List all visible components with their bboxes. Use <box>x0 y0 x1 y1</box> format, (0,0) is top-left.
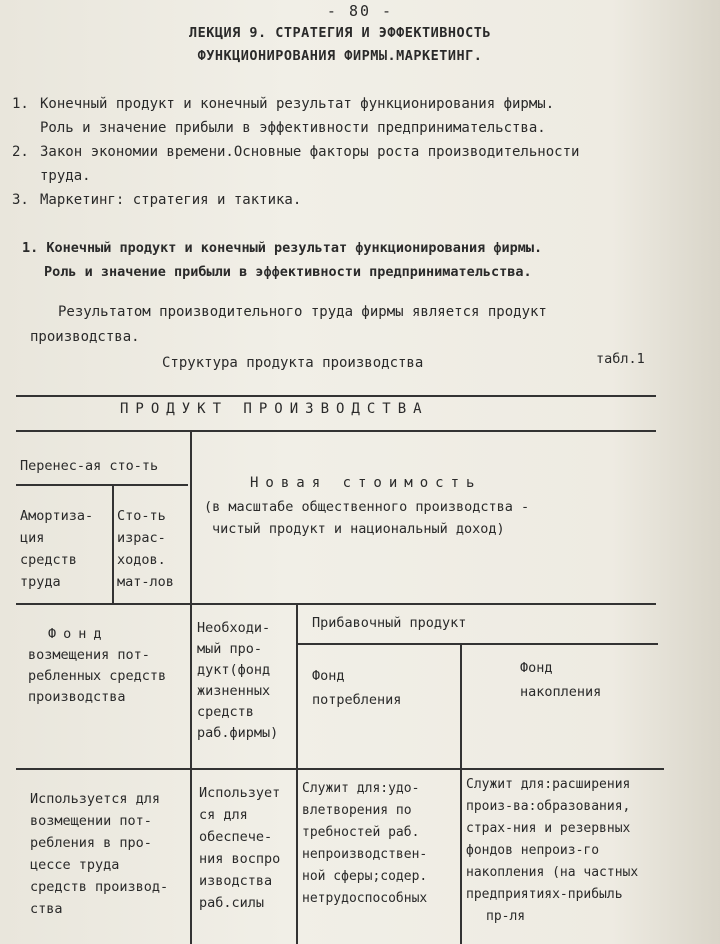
outline-item-number: 3. <box>12 192 29 208</box>
new-value-subtitle <box>204 496 644 540</box>
cell-line: труда <box>20 574 61 590</box>
usage-accumulation-cell <box>466 774 638 928</box>
cell-line: производства <box>28 689 126 705</box>
cell-line: средств <box>20 552 77 568</box>
cell-line: ребленных средств <box>28 668 167 684</box>
surplus-product-cell: Прибавочный продукт <box>312 615 467 631</box>
section-heading-line-1: 1. Конечный продукт и конечный результат функционирования фирмы. <box>22 240 543 256</box>
cell-line: чистый продукт и национальный доход) <box>212 521 505 537</box>
outline-item-number: 2. <box>12 144 29 160</box>
cell-line: нетрудоспособных <box>302 891 428 906</box>
cell-line: ся для <box>199 807 248 823</box>
table-rule <box>190 430 192 944</box>
page-number: - 80 - <box>326 2 394 20</box>
outline-item <box>12 92 672 140</box>
accumulation-fund-cell <box>520 656 601 704</box>
usage-consumption-cell <box>302 778 427 910</box>
table-rule <box>16 430 656 432</box>
cell-line: израс- <box>117 530 166 546</box>
cell-line: дукт(фонд <box>197 662 271 678</box>
lecture-outline <box>12 92 672 212</box>
table-rule <box>298 643 658 645</box>
intro-paragraph: Результатом производительного труда фирмы является продукт производства. <box>30 304 547 345</box>
cell-line: Амортиза- <box>20 508 94 524</box>
table-header: ПРОДУКТ ПРОИЗВОДСТВА <box>120 401 429 417</box>
cell-line: ходов. <box>117 552 166 568</box>
cell-line: возмещения пот- <box>28 647 150 663</box>
cell-line: страх-ния и резервных <box>466 821 631 836</box>
outline-item-number: 1. <box>12 96 29 112</box>
cell-line: ства <box>30 901 63 917</box>
usage-necessary-cell <box>199 782 280 914</box>
table-rule <box>112 484 114 603</box>
cell-line: ция <box>20 530 45 546</box>
outline-item <box>12 140 672 188</box>
transferred-cost-cell: Перенес-ая сто-ть <box>20 458 159 474</box>
lecture-title <box>130 22 550 68</box>
cell-line: Необходи- <box>197 620 271 636</box>
cell-line: фондов непроиз-го <box>466 843 600 858</box>
table-rule <box>296 603 298 944</box>
cell-line: ребления в про- <box>30 835 152 851</box>
lecture-title-line-1: ЛЕКЦИЯ 9. СТРАТЕГИЯ И ЭФФЕКТИВНОСТЬ <box>189 25 491 41</box>
cell-line: обеспече- <box>199 829 273 845</box>
cell-line: цессе труда <box>30 857 120 873</box>
outline-item-text: Конечный продукт и конечный результат функционирования фирмы. <box>40 96 555 112</box>
cell-line: Фонд <box>520 660 553 676</box>
table-rule <box>460 643 462 944</box>
table-label: табл.1 <box>596 351 645 367</box>
cell-line: произ-ва:образования, <box>466 799 631 814</box>
table-rule <box>16 603 656 605</box>
table-caption: Структура продукта производства <box>162 355 424 371</box>
consumption-fund-cell <box>312 664 401 712</box>
cell-line: ной сферы;содер. <box>302 869 428 884</box>
cell-line: раб.фирмы) <box>197 725 279 741</box>
table-rule <box>16 484 188 486</box>
cell-line: жизненных <box>197 683 271 699</box>
cell-line: мат-лов <box>117 574 174 590</box>
new-value-title: Новая стоимость <box>250 475 482 491</box>
cell-line: средств производ- <box>30 879 169 895</box>
cell-line: (в масштабе общественного производства - <box>204 499 530 515</box>
cell-line: Служит для:расширения <box>466 777 631 792</box>
amortization-cell <box>20 505 93 593</box>
cell-line: мый про- <box>197 641 263 657</box>
material-costs-cell <box>117 505 174 593</box>
table-rule <box>16 768 664 770</box>
cell-line: Использует <box>199 785 281 801</box>
lecture-title-line-2: ФУНКЦИОНИРОВАНИЯ ФИРМЫ.МАРКЕТИНГ. <box>197 48 483 64</box>
cell-line: Фонд <box>48 626 109 642</box>
outline-item <box>12 188 672 212</box>
cell-line: предприятиях-прибыль <box>466 887 623 902</box>
outline-item-text: Роль и значение прибыли в эффективности предпринимательства. <box>40 120 546 136</box>
cell-line: возмещении пот- <box>30 813 152 829</box>
cell-line: накопления (на частных <box>466 865 639 880</box>
fund-replacement-cell <box>28 624 166 708</box>
outline-item-text: труда. <box>40 168 91 184</box>
cell-line: ния воспро <box>199 851 281 867</box>
section-heading <box>22 236 682 284</box>
section-heading-line-2: Роль и значение прибыли в эффективности предпринимательства. <box>44 264 532 280</box>
table-rule <box>16 395 656 397</box>
cell-line: влетворения по <box>302 803 412 818</box>
cell-line: непроизводствен- <box>302 847 428 862</box>
outline-item-text: Закон экономии времени.Основные факторы роста производительности <box>40 144 580 160</box>
cell-line: раб.силы <box>199 895 265 911</box>
usage-replacement-cell <box>30 788 168 920</box>
cell-line: накопления <box>520 684 602 700</box>
cell-line: Используется для <box>30 791 161 807</box>
outline-item-text: Маркетинг: стратегия и тактика. <box>40 192 302 208</box>
necessary-product-cell <box>197 618 278 744</box>
cell-line: Сто-ть <box>117 508 166 524</box>
cell-line: изводства <box>199 873 273 889</box>
cell-line: требностей раб. <box>302 825 420 840</box>
cell-line: потребления <box>312 692 402 708</box>
cell-line: пр-ля <box>486 909 526 924</box>
cell-line: Фонд <box>312 668 345 684</box>
cell-line: Служит для:удо- <box>302 781 420 796</box>
cell-line: средств <box>197 704 254 720</box>
